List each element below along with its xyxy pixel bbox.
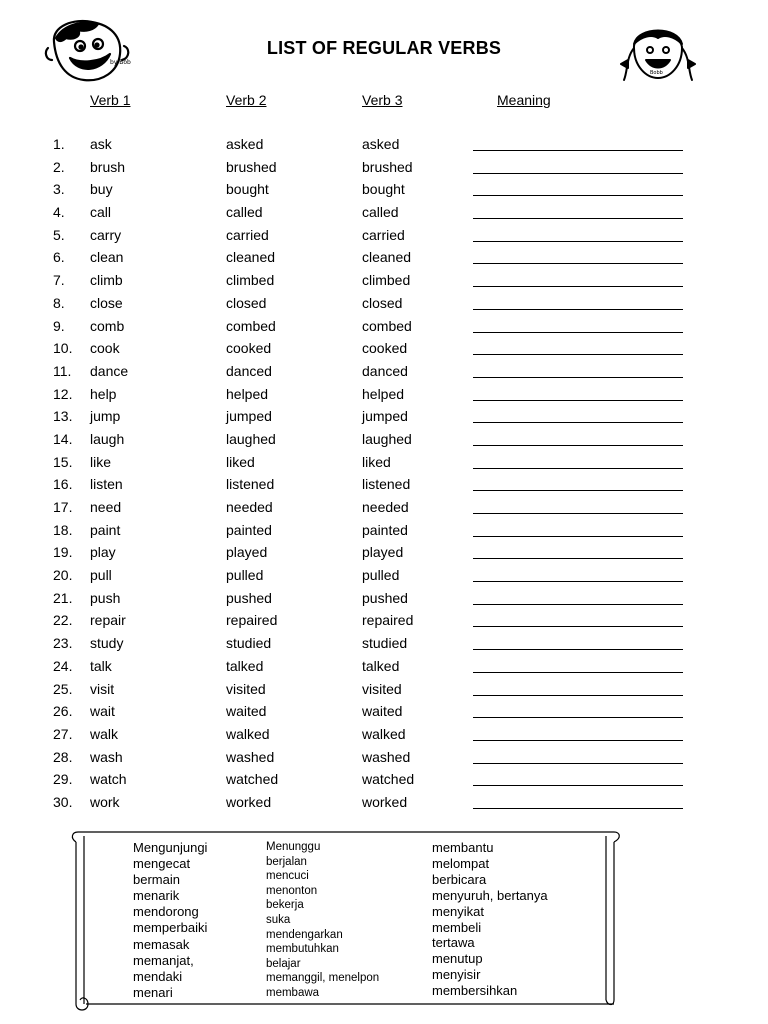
verb2-cell: combed: [226, 317, 276, 334]
row-number: 20.: [53, 567, 73, 584]
verb3-cell: cleaned: [362, 249, 412, 266]
verb2-cell: climbed: [226, 272, 275, 289]
verb2-cell: helped: [226, 385, 269, 402]
verb1-cell: buy: [90, 181, 113, 198]
row-number: 30.: [53, 793, 73, 810]
word-bank-item: menonton: [266, 884, 318, 897]
table-row: [0, 794, 768, 817]
verb3-cell: helped: [362, 385, 405, 402]
word-bank-item: mencuci: [266, 870, 309, 883]
verb1-cell: call: [90, 204, 112, 221]
svg-text:by Bob: by Bob: [110, 59, 131, 66]
word-bank-item: membeli: [432, 919, 482, 935]
row-number: 12.: [53, 385, 73, 402]
word-bank-item: melompat: [432, 855, 490, 871]
verb2-cell: worked: [226, 793, 272, 810]
verb1-cell: visit: [90, 680, 115, 697]
header-verb1: Verb 1: [90, 92, 131, 108]
verb2-cell: jumped: [226, 408, 272, 425]
table-row: [0, 181, 768, 204]
word-bank-item: membantu: [432, 840, 494, 855]
row-number: 5.: [53, 226, 65, 243]
meaning-blank-line[interactable]: [473, 263, 683, 264]
meaning-blank-line[interactable]: [473, 332, 683, 333]
word-bank-item: menyikat: [432, 903, 485, 919]
verb2-cell: repaired: [226, 612, 278, 629]
row-number: 17.: [53, 499, 73, 515]
word-bank-item: berbicara: [432, 871, 487, 887]
word-bank-item: tertawa: [432, 935, 475, 951]
meaning-blank-line[interactable]: [473, 490, 683, 491]
word-bank-item: mengecat: [133, 856, 191, 872]
row-number: 1.: [53, 136, 65, 152]
verb1-cell: dance: [90, 362, 129, 379]
verb3-cell: brushed: [362, 158, 413, 175]
verb1-cell: wash: [90, 748, 123, 765]
verb1-cell: play: [90, 544, 116, 561]
verb2-cell: painted: [226, 521, 272, 538]
verb2-cell: laughed: [226, 430, 276, 447]
meaning-blank-line[interactable]: [473, 763, 683, 764]
verb3-cell: combed: [362, 317, 412, 334]
meaning-blank-line[interactable]: [473, 400, 683, 401]
verb3-cell: danced: [362, 362, 408, 379]
table-row: [0, 726, 768, 749]
row-number: 25.: [53, 680, 73, 697]
row-number: 6.: [53, 249, 65, 266]
verb1-cell: watch: [90, 771, 127, 788]
row-number: 29.: [53, 771, 73, 788]
meaning-blank-line[interactable]: [473, 309, 683, 310]
table-row: [0, 272, 768, 295]
column-headers: [0, 92, 768, 110]
verb1-cell: jump: [90, 408, 121, 425]
verb2-cell: danced: [226, 362, 272, 379]
table-row: [0, 612, 768, 635]
word-bank-item: membawa: [266, 986, 320, 999]
header-verb2: Verb 2: [226, 92, 267, 108]
verb2-cell: liked: [226, 453, 255, 470]
verb3-cell: watched: [362, 771, 415, 788]
word-bank-item: memperbaiki: [133, 920, 208, 936]
word-bank-item: bermain: [133, 872, 180, 888]
table-row: [0, 567, 768, 590]
row-number: 19.: [53, 544, 73, 561]
verb2-cell: brushed: [226, 158, 277, 175]
meaning-blank-line[interactable]: [473, 695, 683, 696]
verb1-cell: brush: [90, 158, 126, 175]
meaning-blank-line[interactable]: [473, 468, 683, 469]
verb1-cell: comb: [90, 317, 125, 334]
verb2-cell: watched: [226, 771, 279, 788]
table-row: [0, 318, 768, 341]
verb2-cell: carried: [226, 226, 269, 243]
verb3-cell: pulled: [362, 567, 400, 584]
meaning-blank-line[interactable]: [473, 173, 683, 174]
verb3-cell: studied: [362, 635, 408, 652]
verb1-cell: walk: [90, 725, 119, 742]
table-row: [0, 295, 768, 318]
word-bank-item: bekerja: [266, 899, 304, 912]
row-number: 28.: [53, 748, 73, 765]
table-row: [0, 159, 768, 182]
row-number: 27.: [53, 725, 73, 742]
verb3-cell: visited: [362, 680, 402, 697]
meaning-blank-line[interactable]: [473, 672, 683, 673]
verb1-cell: listen: [90, 476, 123, 493]
verb-list: [0, 136, 768, 817]
verb1-cell: pull: [90, 567, 112, 584]
word-bank-item: menyuruh, bertanya: [432, 887, 548, 903]
word-bank-item: menarik: [133, 888, 180, 904]
meaning-blank-line[interactable]: [473, 422, 683, 423]
meaning-blank-line[interactable]: [473, 354, 683, 355]
table-row: [0, 658, 768, 681]
verb3-cell: climbed: [362, 272, 411, 289]
meaning-blank-line[interactable]: [473, 241, 683, 242]
word-bank-item: menutup: [432, 951, 483, 967]
header-meaning: Meaning: [497, 92, 551, 108]
verb2-cell: studied: [226, 635, 272, 652]
svg-text:Bobb: Bobb: [650, 70, 663, 76]
word-bank-column-2: [266, 840, 379, 1001]
row-number: 11.: [53, 362, 72, 379]
table-row: [0, 386, 768, 409]
table-row: [0, 249, 768, 272]
meaning-blank-line[interactable]: [473, 286, 683, 287]
verb3-cell: worked: [362, 793, 408, 810]
row-number: 23.: [53, 635, 73, 652]
verb3-cell: jumped: [362, 408, 408, 425]
meaning-blank-line[interactable]: [473, 649, 683, 650]
verb2-cell: talked: [226, 657, 264, 674]
row-number: 13.: [53, 408, 73, 425]
meaning-blank-line[interactable]: [473, 218, 683, 219]
table-row: [0, 771, 768, 794]
verb1-cell: study: [90, 635, 124, 652]
word-bank-column-3: [432, 840, 548, 999]
verb2-cell: called: [226, 204, 263, 221]
header-verb3: Verb 3: [362, 92, 403, 108]
verb3-cell: cooked: [362, 340, 408, 357]
table-row: [0, 635, 768, 658]
row-number: 7.: [53, 272, 65, 289]
row-number: 22.: [53, 612, 73, 629]
verb1-cell: wait: [90, 703, 115, 720]
verb3-cell: played: [362, 544, 404, 561]
meaning-blank-line[interactable]: [473, 445, 683, 446]
row-number: 14.: [53, 430, 73, 447]
verb2-cell: cooked: [226, 340, 272, 357]
verb3-cell: bought: [362, 181, 405, 198]
table-row: [0, 499, 768, 522]
word-bank-item: belajar: [266, 957, 301, 970]
row-number: 10.: [53, 340, 73, 357]
table-row: [0, 522, 768, 545]
meaning-blank-line[interactable]: [473, 558, 683, 559]
verb3-cell: listened: [362, 476, 411, 493]
verb3-cell: liked: [362, 453, 391, 470]
word-bank-item: suka: [266, 913, 291, 926]
word-bank-item: membersihkan: [432, 983, 518, 999]
table-row: [0, 408, 768, 431]
word-bank-item: mendorong: [133, 904, 199, 920]
table-row: [0, 204, 768, 227]
word-bank-item: memasak: [133, 936, 190, 952]
verb1-cell: close: [90, 294, 123, 311]
verb2-cell: closed: [226, 294, 267, 311]
meaning-blank-line[interactable]: [473, 604, 683, 605]
verb2-cell: listened: [226, 476, 275, 493]
verb1-cell: like: [90, 453, 112, 470]
row-number: 24.: [53, 657, 73, 674]
row-number: 15.: [53, 453, 73, 470]
word-bank-item: menyisir: [432, 967, 481, 983]
verb1-cell: climb: [90, 272, 123, 289]
row-number: 21.: [53, 589, 73, 606]
table-row: [0, 681, 768, 704]
meaning-blank-line[interactable]: [473, 626, 683, 627]
word-bank-item: Menunggu: [266, 841, 321, 853]
verb3-cell: carried: [362, 226, 405, 243]
verb3-cell: pushed: [362, 589, 408, 606]
meaning-blank-line[interactable]: [473, 740, 683, 741]
table-row: [0, 227, 768, 250]
verb2-cell: cleaned: [226, 249, 276, 266]
table-row: [0, 431, 768, 454]
verb3-cell: waited: [362, 703, 403, 720]
word-bank-item: berjalan: [266, 855, 307, 868]
verb1-cell: paint: [90, 521, 121, 538]
meaning-blank-line[interactable]: [473, 717, 683, 718]
word-bank-item: memanjat,: [133, 952, 194, 968]
table-row: [0, 340, 768, 363]
row-number: 4.: [53, 204, 65, 221]
verb1-cell: work: [90, 793, 120, 810]
table-row: [0, 749, 768, 772]
verb3-cell: called: [362, 204, 399, 221]
word-bank-item: mendaki: [133, 968, 183, 984]
verb2-cell: walked: [226, 725, 270, 742]
table-row: [0, 590, 768, 613]
table-row: [0, 363, 768, 386]
verb3-cell: asked: [362, 136, 400, 152]
row-number: 16.: [53, 476, 73, 493]
page-title: LIST OF REGULAR VERBS: [266, 38, 502, 58]
word-bank-item: Mengunjungi: [133, 840, 208, 855]
verb3-cell: repaired: [362, 612, 414, 629]
table-row: [0, 476, 768, 499]
verb2-cell: pulled: [226, 567, 264, 584]
verb1-cell: ask: [90, 136, 112, 152]
row-number: 8.: [53, 294, 65, 311]
meaning-blank-line[interactable]: [473, 581, 683, 582]
verb2-cell: pushed: [226, 589, 272, 606]
word-bank-column-1: [133, 840, 207, 1001]
verb2-cell: played: [226, 544, 268, 561]
row-number: 3.: [53, 181, 65, 198]
row-number: 26.: [53, 703, 73, 720]
verb3-cell: washed: [362, 748, 411, 765]
verb1-cell: need: [90, 499, 122, 515]
meaning-blank-line[interactable]: [473, 785, 683, 786]
word-bank-item: menari: [133, 984, 173, 1000]
row-number: 18.: [53, 521, 73, 538]
verb3-cell: walked: [362, 725, 406, 742]
meaning-blank-line[interactable]: [473, 377, 683, 378]
verb2-cell: bought: [226, 181, 269, 198]
meaning-blank-line[interactable]: [473, 536, 683, 537]
word-bank-item: mendengarkan: [266, 928, 343, 941]
table-row: [0, 136, 768, 159]
verb1-cell: repair: [90, 612, 126, 629]
verb2-cell: waited: [226, 703, 267, 720]
word-bank-item: memanggil, menelpon: [266, 972, 380, 985]
verb1-cell: cook: [90, 340, 120, 357]
verb3-cell: laughed: [362, 430, 412, 447]
verb2-cell: asked: [226, 136, 264, 152]
verb2-cell: washed: [226, 748, 275, 765]
verb1-cell: carry: [90, 226, 122, 243]
meaning-blank-line[interactable]: [473, 808, 683, 809]
word-bank-item: membutuhkan: [266, 943, 339, 956]
verb3-cell: closed: [362, 294, 403, 311]
meaning-blank-line[interactable]: [473, 513, 683, 514]
verb2-cell: needed: [226, 499, 273, 515]
verb2-cell: visited: [226, 680, 266, 697]
verb1-cell: clean: [90, 249, 124, 266]
verb3-cell: painted: [362, 521, 408, 538]
verb3-cell: needed: [362, 499, 409, 515]
table-row: [0, 703, 768, 726]
meaning-blank-line[interactable]: [473, 195, 683, 196]
verb1-cell: laugh: [90, 430, 125, 447]
verb3-cell: talked: [362, 657, 400, 674]
meaning-blank-line[interactable]: [473, 150, 683, 151]
verb1-cell: push: [90, 589, 121, 606]
verb1-cell: talk: [90, 657, 112, 674]
row-number: 9.: [53, 317, 65, 334]
table-row: [0, 454, 768, 477]
row-number: 2.: [53, 158, 65, 175]
verb1-cell: help: [90, 385, 117, 402]
table-row: [0, 544, 768, 567]
